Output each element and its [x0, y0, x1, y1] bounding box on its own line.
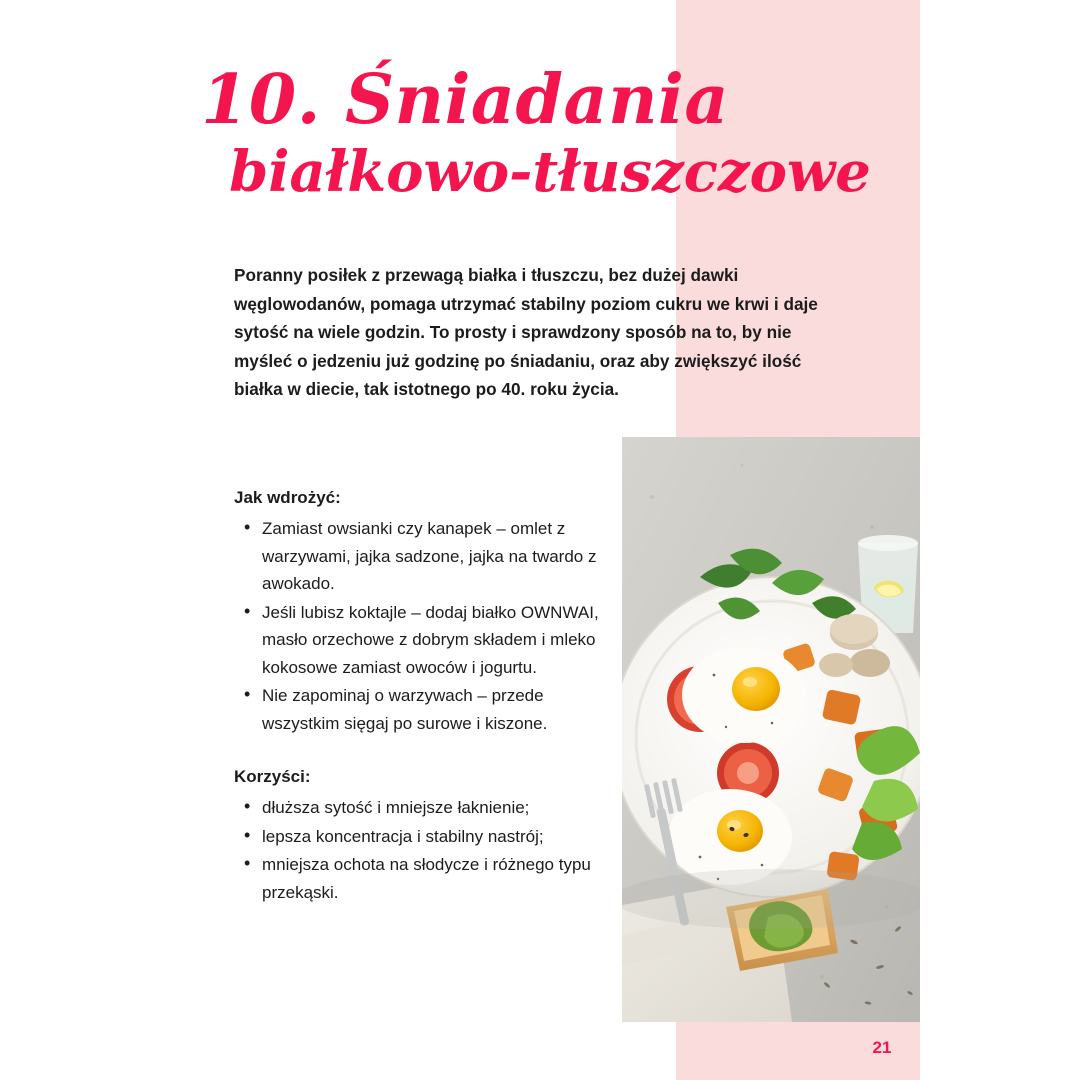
list-item: • Jeśli lubisz koktajle – dodaj białko OWNWAI, masło orzechowe z dobrym składem i mleko kokosowe zamiast owoców i jogurtu.	[234, 599, 606, 682]
intro-paragraph	[234, 261, 834, 404]
list-item: • Nie zapominaj o warzywach – przede wszystkim sięgaj po surowe i kiszone.	[234, 682, 606, 737]
page-number: 21	[872, 1038, 892, 1057]
list-item: • dłuższa sytość i mniejsze łaknienie;	[234, 794, 606, 822]
section-heading: Korzyści:	[234, 767, 311, 786]
breakfast-photo	[622, 437, 920, 1022]
section-heading: Jak wdrożyć:	[234, 488, 341, 507]
content-column	[234, 485, 606, 907]
list-item: • mniejsza ochota na słodycze i różnego typu przekąski.	[234, 851, 606, 906]
section-benefits	[234, 764, 606, 906]
bullet-list	[234, 794, 606, 906]
intro-text: Poranny posiłek z przewagą białka i tłuszczu, bez dużej dawki węglowodanów, pomaga utrzymać stabilny poziom cukru we krwi i daje sytość na wiele godzin. To prosty i sprawdzony sposób na to, by nie myśleć o jedzeniu już godzinę po śniadaniu, oraz aby zwiększyć ilość białka w diecie, tak istotnego po 40. roku życia.	[234, 265, 818, 399]
section-spacer	[234, 738, 606, 764]
list-item: • lepsza koncentracja i stabilny nastrój;	[234, 823, 606, 851]
title-line-1: 10. Śniadania	[201, 60, 729, 140]
page-title	[0, 60, 920, 206]
breakfast-photo-illustration	[622, 437, 920, 1022]
bullet-list	[234, 515, 606, 737]
section-how-to-implement	[234, 485, 606, 737]
title-line-2: białkowo-tłuszczowe	[229, 139, 871, 206]
list-item: • Zamiast owsianki czy kanapek – omlet z warzywami, jajka sadzone, jajka na twardo z awokado.	[234, 515, 606, 598]
